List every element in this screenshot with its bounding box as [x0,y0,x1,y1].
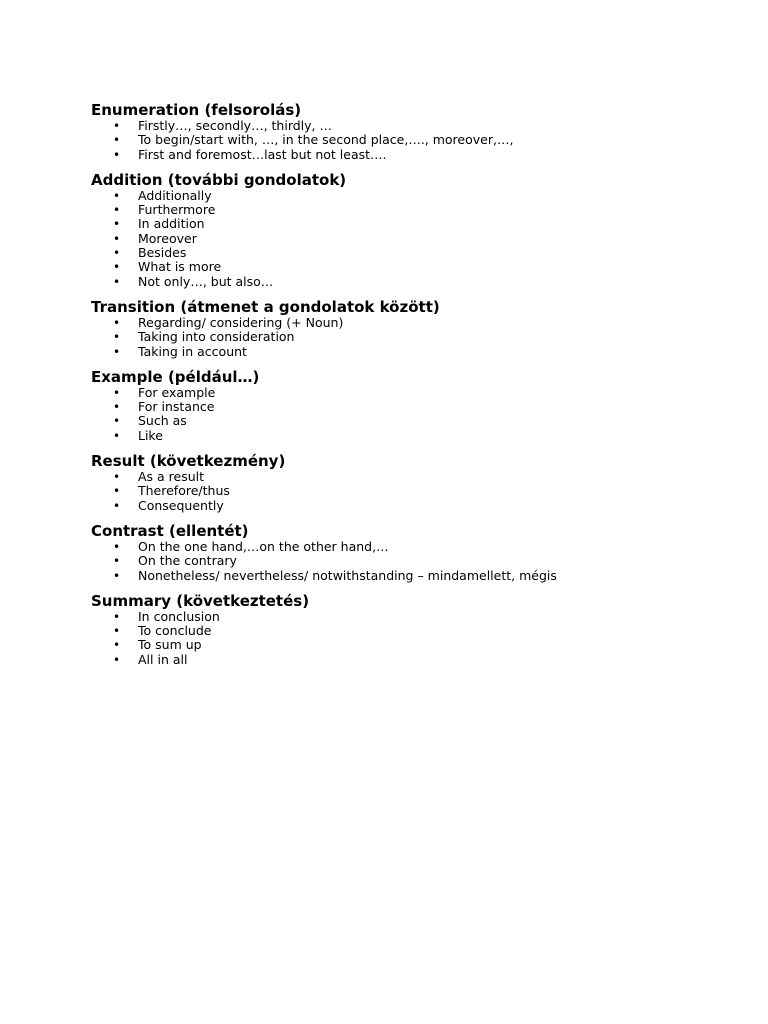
bullet-list [91,189,731,289]
list-item-text: Regarding/ considering (+ Noun) [138,314,344,330]
bullet-icon: • [113,203,121,218]
list-item-text: All in all [138,651,188,667]
list-item [91,484,731,498]
list-item [91,119,731,133]
bullet-list [91,610,731,667]
list-item-text: Furthermore [138,202,216,218]
list-item-text: Consequently [138,497,224,513]
list-item-text: To begin/start with, …, in the second place,…., moreover,…, [138,132,514,148]
list-item-text: In addition [138,216,205,232]
list-item-text: On the contrary [138,553,237,569]
bullet-icon: • [113,260,121,275]
bullet-icon: • [113,147,121,162]
bullet-icon: • [113,414,121,429]
bullet-icon: • [113,188,121,203]
bullet-list [91,470,731,513]
list-item-text: Firstly…, secondly…, thirdly, … [138,118,332,133]
bullet-icon: • [113,554,121,569]
bullet-icon: • [113,498,121,513]
section [91,592,731,667]
list-item [91,203,731,217]
bullet-icon: • [113,133,121,148]
bullet-icon: • [113,246,121,261]
section [91,368,731,443]
list-item-text: Besides [138,245,187,261]
list-item [91,189,731,203]
bullet-icon: • [113,231,121,246]
list-item-text: Moreover [138,230,197,246]
list-item-text: Like [138,427,163,443]
list-item-text: Not only…, but also… [138,273,274,289]
bullet-icon: • [113,539,121,554]
bullet-icon: • [113,428,121,443]
bullet-icon: • [113,385,121,400]
list-item-text: Taking in account [138,343,247,359]
list-item-text: What is more [138,259,222,275]
bullet-list [91,540,731,583]
bullet-icon: • [113,624,121,639]
bullet-list [91,386,731,443]
section-heading: Addition (további gondolatok) [91,170,347,189]
bullet-icon: • [113,609,121,624]
list-item [91,400,731,414]
section-heading: Enumeration (felsorolás) [91,101,302,119]
list-item [91,610,731,624]
list-item-text: Additionally [138,187,212,203]
list-item [91,232,731,246]
list-item [91,316,731,330]
list-item [91,260,731,274]
list-item [91,246,731,260]
list-item [91,638,731,652]
list-item [91,499,731,513]
document-page [91,101,731,676]
list-item-text: Therefore/thus [138,483,230,499]
bullet-icon: • [113,119,121,133]
list-item [91,569,731,583]
list-item-text: To conclude [138,623,212,639]
list-item [91,653,731,667]
list-item-text: In conclusion [138,608,220,624]
list-item-text: On the one hand,…on the other hand,… [138,538,389,554]
list-item [91,148,731,162]
bullet-list [91,119,731,162]
list-item [91,217,731,231]
list-item [91,470,731,484]
bullet-icon: • [113,344,121,359]
bullet-icon: • [113,330,121,345]
list-item [91,386,731,400]
section-heading: Example (például…) [91,367,260,386]
bullet-icon: • [113,652,121,667]
list-item [91,414,731,428]
list-item-text: Such as [138,413,187,429]
bullet-icon: • [113,217,121,232]
section-heading: Result (következmény) [91,452,286,471]
list-item [91,345,731,359]
list-item-text: First and foremost…last but not least…. [138,146,387,162]
section-heading: Transition (átmenet a gondolatok között) [91,297,440,316]
list-item-text: As a result [138,469,205,485]
list-item-text: To sum up [138,637,202,653]
bullet-icon: • [113,638,121,653]
list-item-text: Taking into consideration [138,329,295,345]
bullet-icon: • [113,274,121,289]
list-item [91,540,731,554]
section-heading: Contrast (ellentét) [91,521,249,540]
list-item [91,133,731,147]
bullet-list [91,316,731,359]
list-item-text: For instance [138,399,215,415]
list-item [91,554,731,568]
section [91,522,731,583]
list-item [91,275,731,289]
section-heading: Summary (következtetés) [91,591,310,610]
bullet-icon: • [113,484,121,499]
list-item [91,429,731,443]
section [91,171,731,289]
section [91,298,731,359]
list-item-text: Nonetheless/ nevertheless/ notwithstanding – mindamellett, mégis [138,567,557,583]
bullet-icon: • [113,400,121,415]
list-item [91,624,731,638]
bullet-icon: • [113,315,121,330]
bullet-icon: • [113,470,121,485]
list-item [91,330,731,344]
section [91,452,731,513]
section [91,101,731,162]
bullet-icon: • [113,568,121,583]
list-item-text: For example [138,384,216,400]
